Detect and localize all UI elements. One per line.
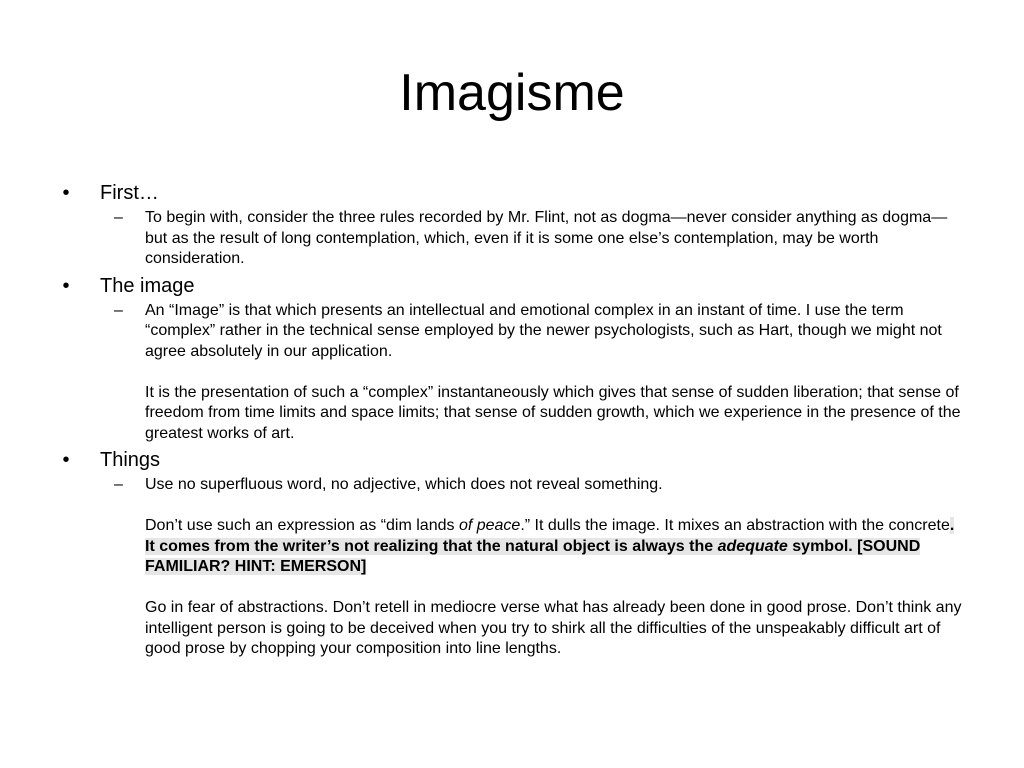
sub-item-rules: [56, 208, 966, 270]
bullet-icon: •: [62, 182, 70, 204]
paragraph-dim-lands: [145, 516, 966, 578]
text-run: . It comes from the writer’s not realizing that the natural object is always the: [145, 517, 955, 555]
paragraph: An “Image” is that which presents an intellectual and emotional complex in an instant of time. I use the term “complex” rather in the technical sense employed by the newer psychologists, such as Hart, though we might not agree absolutely in our application.: [145, 301, 942, 360]
text-run: Don’t use such an expression as “dim lands: [145, 517, 459, 534]
bullet-heading: First…: [100, 182, 159, 204]
italic-run: adequate: [717, 537, 788, 555]
dash-icon: –: [114, 209, 123, 226]
slide-content: [56, 180, 966, 663]
bullet-icon: •: [62, 449, 70, 471]
sub-item-things-rules: [56, 475, 966, 660]
slide-title: Imagisme: [399, 64, 625, 122]
bullet-icon: •: [62, 274, 70, 297]
bullet-first: [56, 180, 966, 206]
paragraph: It is the presentation of such a “complex” instantaneously which gives that sense of sudden liberation; that sense of freedom from time limits and space limits; that sense of sudden growth, which we experience in the presence of the greatest works of art.: [145, 383, 961, 442]
bullet-heading: The image: [100, 274, 195, 297]
bullet-heading: Things: [100, 449, 161, 471]
text-run: .” It dulls the image. It mixes an abstraction with the concrete: [520, 517, 950, 534]
text-run: symbol. [SOUND FAMILIAR? HINT: EMERSON]: [145, 537, 921, 575]
italic-run: of peace: [458, 517, 521, 534]
sub-item-image-definition: [56, 301, 966, 445]
paragraph: Go in fear of abstractions. Don’t retell in mediocre verse what has already been done in good prose. Don’t think any intelligent person is going to be deceived when you try to shirk all the difficulties of the unspeakably difficult art of good prose by chopping your composition into line lengths.: [145, 599, 962, 657]
paragraph: Use no superfluous word, no adjective, which does not reveal something.: [145, 476, 663, 493]
bullet-the-image: [56, 273, 966, 299]
bullet-things: [56, 447, 966, 473]
dash-icon: –: [114, 476, 123, 493]
dash-icon: –: [114, 301, 123, 319]
paragraph: To begin with, consider the three rules recorded by Mr. Flint, not as dogma—never consider anything as dogma—but as the result of long contemplation, which, even if it is some one else’s contemplation, may be worth consideration.: [145, 209, 948, 267]
